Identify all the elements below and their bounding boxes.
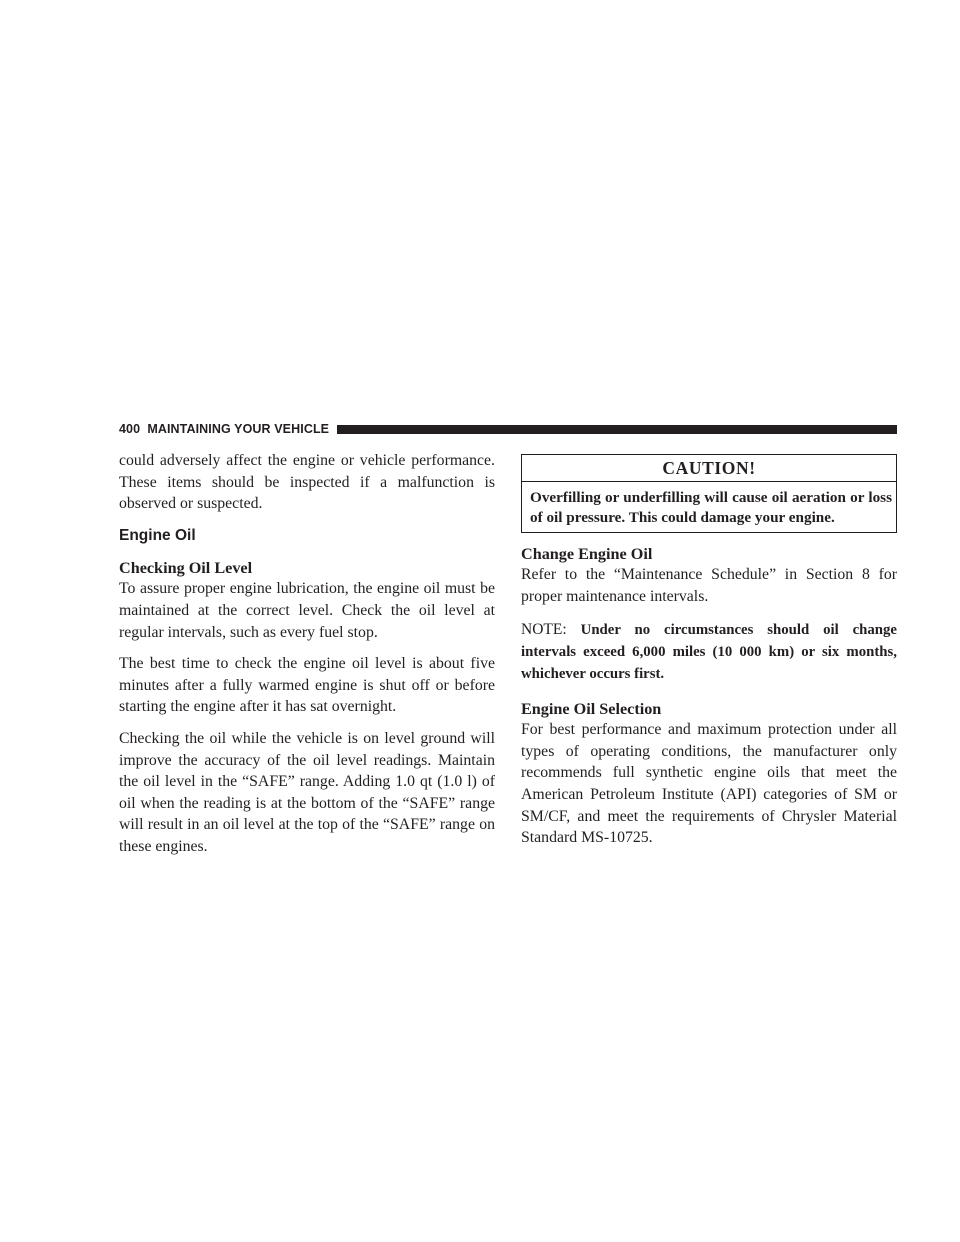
caution-body: Overfilling or underfilling will cause oil aeration or loss of oil pressure. This could damage your engine. xyxy=(530,489,892,526)
engine-oil-heading: Engine Oil xyxy=(119,526,196,544)
checking-paragraph-3: Checking the oil while the vehicle is on level ground will improve the accuracy of the oil level readings. Maintain the oil level in the “SAFE” range. Adding 1.0 qt (1.0 l) of oil when the reading is at the bottom of the “SAFE” range will result in an oil level at the top of the “SAFE” range on these engines. xyxy=(119,729,495,855)
checking-paragraph-1: To assure proper engine lubrication, the engine oil must be maintained at the correct level. Check the oil level at regular intervals, such as every fuel stop. xyxy=(119,580,495,641)
right-column xyxy=(521,450,897,859)
caution-box xyxy=(521,454,897,533)
checking-oil-level-heading: Checking Oil Level xyxy=(119,559,253,578)
header-rule xyxy=(337,425,897,434)
page-number: 400 xyxy=(119,422,141,436)
caution-title: CAUTION! xyxy=(522,455,896,482)
section-title: MAINTAINING YOUR VEHICLE xyxy=(147,422,330,436)
engine-oil-selection-heading: Engine Oil Selection xyxy=(521,700,662,719)
header-title xyxy=(119,422,337,436)
left-column xyxy=(119,450,495,868)
intro-paragraph: could adversely affect the engine or vehicle performance. These items should be inspected if a malfunction is observed or suspected. xyxy=(119,452,495,513)
note-paragraph xyxy=(521,619,897,685)
page-header xyxy=(119,420,897,438)
checking-paragraph-2: The best time to check the engine oil level is about five minutes after a fully warmed engine is shut off or before starting the engine after it has sat overnight. xyxy=(119,655,495,716)
change-engine-oil-heading: Change Engine Oil xyxy=(521,545,653,563)
change-paragraph: Refer to the “Maintenance Schedule” in Section 8 for proper maintenance intervals. xyxy=(521,566,897,605)
selection-paragraph: For best performance and maximum protection under all types of operating conditions, the manufacturer only recommends full synthetic engine oils that meet the American Petroleum Institute (API) categories of SM or SM/CF, and meet the requirements of Chrysler Material Standard MS-10725. xyxy=(521,721,897,847)
note-text: Under no circumstances should oil change intervals exceed 6,000 miles (10 000 km) or six months, whichever occurs first. xyxy=(521,622,897,683)
note-label: NOTE: xyxy=(521,621,567,639)
